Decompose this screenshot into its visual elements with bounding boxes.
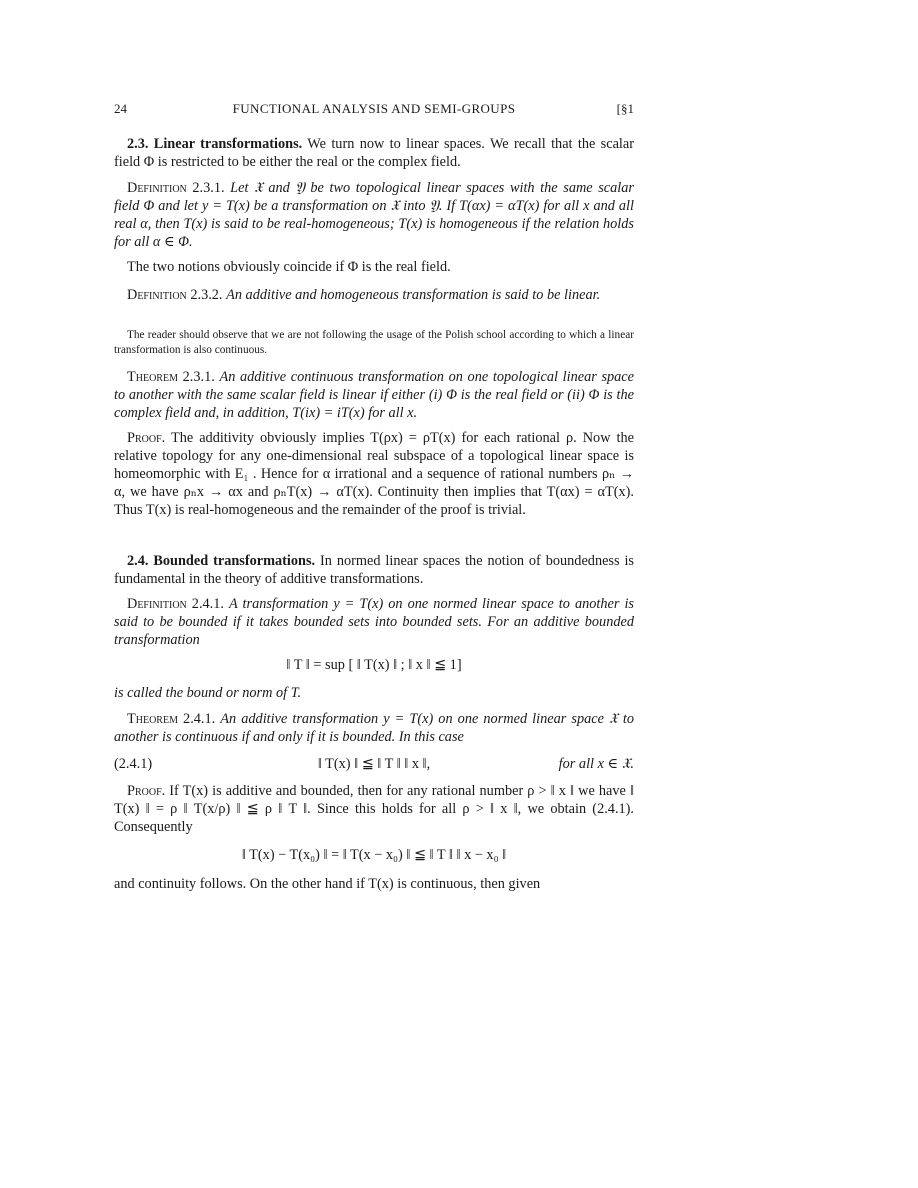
definition-text: Let 𝔛 and 𝔜 be two topological linear spaces with the same scalar field Φ and let y = T(x) be a transformation on 𝔛 into 𝔜. If T(αx) = αT(x) for all x and all real α, then T(x) is said to be real-homogeneous; T(x) is homogeneous if the relation holds for all α ∈ Φ.: [114, 180, 634, 250]
equation-number: (2.4.1): [114, 756, 153, 772]
section-2-4-intro: In normed linear spaces the notion of boundedness is fundamental in the theory of additive transformations.: [114, 553, 634, 587]
theorem-text: An additive transformation y = T(x) on one normed linear space 𝔛 to another is continuous if and only if it is bounded. In this case: [114, 711, 634, 745]
section-2-4-paragraph: [114, 552, 634, 588]
running-title: FUNCTIONAL ANALYSIS AND SEMI-GROUPS: [232, 101, 516, 116]
theorem-number: 2.4.1.: [177, 711, 221, 727]
equation-condition: for all x ∈ 𝔛.: [558, 756, 634, 772]
theorem-label: Theorem: [127, 369, 178, 385]
running-header: [114, 100, 634, 118]
norm-caption: is called the bound or norm of T.: [114, 685, 302, 701]
theorem-label: Theorem: [127, 711, 178, 727]
norm-definition-equation: ‖ T ‖ = sup [ ‖ T(x) ‖ ; ‖ x ‖ ≦ 1]: [286, 657, 462, 673]
definition-label: Definition: [127, 287, 187, 303]
proof-label: Proof.: [127, 783, 166, 799]
definition-label: Definition: [127, 180, 187, 196]
continuity-equation: ‖ T(x) − T(x₀) ‖ = ‖ T(x − x₀) ‖ ≦ ‖ T ‖ ‖ x − x₀ ‖: [241, 847, 507, 863]
section-2-4-heading: 2.4. Bounded transformations.: [127, 553, 316, 569]
equation-2-4-1: [114, 755, 634, 773]
proof-theorem-2-3-1: [114, 429, 634, 519]
definition-text: An additive and homogeneous transformation is said to be linear.: [226, 287, 601, 303]
proof-label: Proof.: [127, 430, 166, 446]
polish-school-remark: The reader should observe that we are not following the usage of the Polish school according to which a linear transformation is also continuous.: [114, 329, 634, 356]
definition-number: 2.3.2.: [186, 287, 227, 303]
proof-text: If T(x) is additive and bounded, then for any rational number ρ > ‖ x ‖ we have ‖ T(x) ‖ = ρ ‖ T(x/ρ) ‖ ≦ ρ ‖ T ‖. Since this holds for all ρ > ‖ x ‖, we obtain (2.4.1). Consequently: [114, 783, 634, 835]
theorem-2-3-1: [114, 368, 634, 422]
proof-theorem-2-4-1: [114, 782, 634, 836]
section-2-3-intro: We turn now to linear spaces. We recall that the scalar field Φ is restricted to be either the real or the complex field.: [114, 136, 634, 170]
definition-number: 2.4.1.: [186, 596, 230, 612]
theorem-number: 2.3.1.: [177, 369, 220, 385]
definition-number: 2.3.1.: [186, 180, 231, 196]
section-2-3-paragraph: [114, 135, 634, 171]
page-number: 24: [114, 101, 127, 116]
proof-text: The additivity obviously implies T(ρx) = ρT(x) for each rational ρ. Now the relative topology for any one-dimensional real subspace of a topological linear space is homeomorphic with E₁ . Hence for α irrational and a sequence of rational numbers ρₙ → α, we have ρₙx → αx and ρₙT(x) → αT(x). Continuity then implies that T(αx) = αT(x). Thus T(x) is real-homogeneous and the remainder of the proof is trivial.: [114, 430, 634, 518]
equation-formula: ‖ T(x) ‖ ≦ ‖ T ‖ ‖ x ‖,: [317, 756, 431, 772]
section-2-3-heading: 2.3. Linear transformations.: [127, 136, 303, 152]
theorem-text: An additive continuous transformation on one topological linear space to another with the same scalar field is linear if either (i) Φ is the real field or (ii) Φ is the complex field and, in addition, T(ix) = iT(x) for all x.: [114, 369, 634, 421]
definition-text: A transformation y = T(x) on one normed linear space to another is said to be bounded if it takes bounded sets into bounded sets. For an additive bounded transformation: [114, 596, 634, 648]
definition-2-4-1: [114, 595, 634, 649]
notions-coincide-line: The two notions obviously coincide if Φ is the real field.: [127, 259, 451, 275]
section-mark: [§1: [616, 101, 634, 116]
definition-2-3-1: [114, 179, 634, 251]
continuity-follows-line: and continuity follows. On the other hand if T(x) is continuous, then given: [114, 876, 541, 892]
definition-label: Definition: [127, 596, 187, 612]
theorem-2-4-1: [114, 710, 634, 746]
definition-2-3-2: [114, 286, 634, 304]
